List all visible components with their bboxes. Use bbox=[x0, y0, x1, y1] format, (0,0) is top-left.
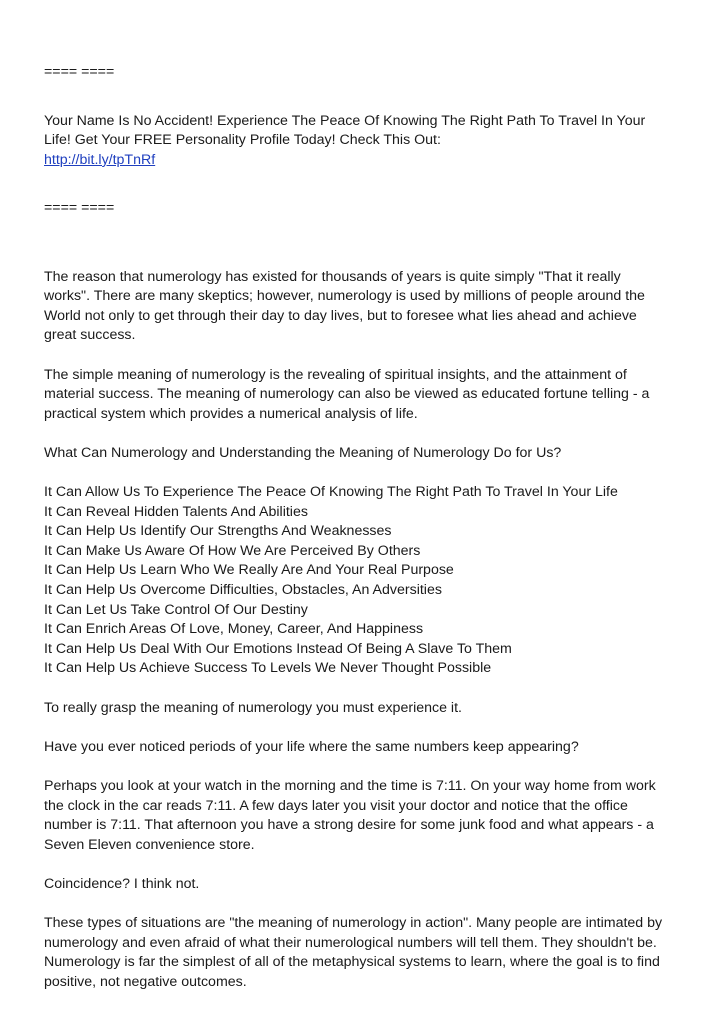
paragraph-2 bbox=[44, 366, 708, 425]
paragraph-1 bbox=[44, 268, 708, 346]
list-item: It Can Allow Us To Experience The Peace Of Knowing The Right Path To Travel In Your Life bbox=[44, 484, 618, 501]
paragraph-4: Have you ever noticed periods of your life where the same numbers keep appearing? bbox=[44, 738, 579, 755]
paragraph-2-line: The simple meaning of numerology is the revealing of spiritual insights, and the attainment of bbox=[44, 366, 627, 383]
list-item: It Can Help Us Identify Our Strengths And Weaknesses bbox=[44, 523, 392, 540]
paragraph-1-line: works". There are many skeptics; however, numerology is used by millions of people around the bbox=[44, 288, 645, 305]
promo-line-2: Life! Get Your FREE Personality Profile Today! Check This Out: bbox=[44, 132, 441, 149]
paragraph-5-line: number is 7:11. That afternoon you have a strong desire for some junk food and what appears - a bbox=[44, 817, 654, 834]
paragraph-5 bbox=[44, 777, 708, 855]
paragraph-3: To really grasp the meaning of numerology you must experience it. bbox=[44, 699, 462, 716]
paragraph-7-line: These types of situations are "the meaning of numerology in action". Many people are intimated by bbox=[44, 915, 663, 932]
paragraph-5-line: Perhaps you look at your watch in the morning and the time is 7:11. On your way home from work bbox=[44, 778, 656, 794]
paragraph-2-line: practical system which provides a numerical analysis of life. bbox=[44, 405, 418, 422]
paragraph-2-line: material success. The meaning of numerology can also be viewed as educated fortune telling - a bbox=[44, 386, 650, 403]
document-page bbox=[44, 63, 708, 993]
list-item: It Can Enrich Areas Of Love, Money, Career, And Happiness bbox=[44, 621, 424, 638]
paragraph-6: Coincidence? I think not. bbox=[44, 875, 200, 892]
separator-top: ==== ==== bbox=[44, 64, 115, 80]
list-item: It Can Reveal Hidden Talents And Abilities bbox=[44, 503, 308, 520]
list-item: It Can Help Us Achieve Success To Levels We Never Thought Possible bbox=[44, 660, 492, 677]
paragraph-1-line: great success. bbox=[44, 327, 136, 344]
paragraph-7-line: numerology and even afraid of what their numerological numbers will tell them. They shouldn't be. bbox=[44, 934, 657, 951]
promo-link[interactable]: http://bit.ly/tpTnRf bbox=[44, 151, 156, 168]
list-item: It Can Help Us Deal With Our Emotions Instead Of Being A Slave To Them bbox=[44, 640, 512, 657]
separator-bottom: ==== ==== bbox=[44, 200, 115, 217]
paragraph-5-line: Seven Eleven convenience store. bbox=[44, 836, 255, 853]
paragraph-7-line: positive, not negative outcomes. bbox=[44, 973, 247, 990]
paragraph-1-line: The reason that numerology has existed for thousands of years is quite simply "That it really bbox=[44, 268, 621, 285]
promo-line-1: Your Name Is No Accident! Experience The Peace Of Knowing The Right Path To Travel In Your bbox=[44, 112, 646, 129]
paragraph-7 bbox=[44, 914, 708, 992]
question-heading: What Can Numerology and Understanding the Meaning of Numerology Do for Us? bbox=[44, 444, 562, 461]
list-item: It Can Make Us Aware Of How We Are Perceived By Others bbox=[44, 542, 421, 559]
paragraph-1-line: World not only to get through their day to day lives, but to foresee what lies ahead and achieve bbox=[44, 307, 637, 324]
paragraph-5-line: the clock in the car reads 7:11. A few days later you visit your doctor and notice that the office bbox=[44, 797, 628, 814]
benefits-list bbox=[44, 483, 708, 679]
list-item: It Can Let Us Take Control Of Our Destiny bbox=[44, 601, 308, 618]
paragraph-7-line: Numerology is far the simplest of all of the metaphysical systems to learn, where the goal is to find bbox=[44, 954, 660, 971]
list-item: It Can Help Us Learn Who We Really Are And Your Real Purpose bbox=[44, 562, 454, 579]
promo-block bbox=[44, 112, 708, 171]
list-item: It Can Help Us Overcome Difficulties, Obstacles, An Adversities bbox=[44, 582, 442, 599]
